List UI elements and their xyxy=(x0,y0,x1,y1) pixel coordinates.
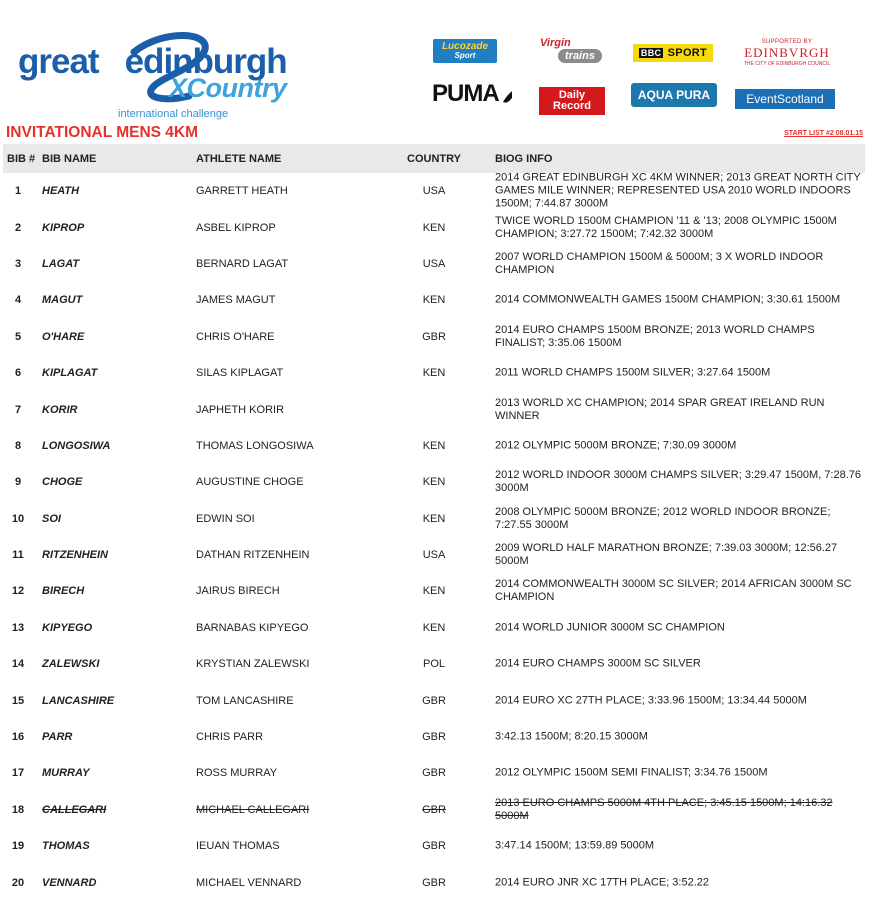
bib-number: 4 xyxy=(14,294,22,307)
bib-number: 19 xyxy=(11,840,25,853)
lucozade-text: Lucozade xyxy=(441,41,489,52)
athlete-name: IEUAN THOMAS xyxy=(196,840,280,853)
biog-info: 2014 COMMONWEALTH 3000M SC SILVER; 2014 AFRICAN 3000M SC CHAMPION xyxy=(495,578,852,604)
bib-number: 17 xyxy=(11,767,25,780)
edinburgh-text: EDINBVRGH xyxy=(744,45,830,60)
puma-cat-icon xyxy=(501,82,512,106)
country: KEN xyxy=(422,476,446,489)
table-row xyxy=(0,646,874,682)
bib-name: LANCASHIRE xyxy=(42,694,115,707)
col-bib-name: BIB NAME xyxy=(42,153,97,165)
table-row xyxy=(0,391,874,427)
athlete-name: MICHAEL VENNARD xyxy=(196,876,302,889)
country: GBR xyxy=(422,803,446,816)
table-row xyxy=(0,209,874,245)
athlete-name: ASBEL KIPROP xyxy=(196,221,276,234)
biog-info: 2014 EURO XC 27TH PLACE; 3:33.96 1500M; 13:34.44 5000M xyxy=(495,694,807,707)
biog-info: 2009 WORLD HALF MARATHON BRONZE; 7:39.03 3000M; 12:56.27 5000M xyxy=(495,542,838,568)
biog-info: 2014 EURO CHAMPS 1500M BRONZE; 2013 WORLD CHAMPS FINALIST; 3:35.06 1500M xyxy=(495,323,815,349)
country: KEN xyxy=(422,512,446,525)
bib-name: LONGOSIWA xyxy=(42,439,111,452)
athlete-name: DATHAN RITZENHEIN xyxy=(196,549,310,562)
country: KEN xyxy=(422,294,446,307)
table-row xyxy=(0,319,874,355)
table-row xyxy=(0,428,874,464)
biog-info: 2012 OLYMPIC 5000M BRONZE; 7:30.09 3000M xyxy=(495,439,737,452)
biog-info: 2012 WORLD INDOOR 3000M CHAMPS SILVER; 3:29.47 1500M, 7:28.76 3000M xyxy=(495,469,862,495)
bib-name: KIPYEGO xyxy=(42,621,93,634)
athlete-name: BERNARD LAGAT xyxy=(196,257,289,270)
athlete-name: CHRIS PARR xyxy=(196,731,264,744)
puma-text: PUMA xyxy=(432,80,499,107)
edinburgh-supported-text: SUPPORTED BY xyxy=(761,39,813,45)
country: USA xyxy=(422,185,446,198)
bib-number: 2 xyxy=(14,221,22,234)
biog-info: 2014 EURO CHAMPS 3000M SC SILVER xyxy=(495,657,701,670)
country: GBR xyxy=(422,694,446,707)
bib-number: 20 xyxy=(11,876,25,889)
athlete-table-body xyxy=(0,173,874,901)
bib-number: 5 xyxy=(14,330,22,343)
lucozade-sport-logo xyxy=(433,39,497,63)
country: KEN xyxy=(422,621,446,634)
table-row xyxy=(0,501,874,537)
daily-record-logo xyxy=(539,87,605,115)
biog-info: 2014 EURO JNR XC 17TH PLACE; 3:52.22 xyxy=(495,876,709,889)
biog-info: 2014 COMMONWEALTH GAMES 1500M CHAMPION; 3:30.61 1500M xyxy=(495,293,841,306)
table-row xyxy=(0,355,874,391)
record-text: Record xyxy=(553,100,591,112)
bbc-box-text: BBC xyxy=(640,48,662,58)
bib-name: MURRAY xyxy=(42,767,90,780)
biog-info: 2007 WORLD CHAMPION 1500M & 5000M; 3 X WORLD INDOOR CHAMPION xyxy=(495,250,824,276)
country: GBR xyxy=(422,876,446,889)
table-row xyxy=(0,610,874,646)
start-list-label: START LIST #2 08.01.15 xyxy=(784,130,863,137)
table-row xyxy=(0,828,874,864)
lucozade-sub-text: Sport xyxy=(454,51,476,60)
country: KEN xyxy=(422,585,446,598)
bib-name: HEATH xyxy=(42,185,80,198)
bib-name: PARR xyxy=(42,731,73,744)
biog-info: 2011 WORLD CHAMPS 1500M SILVER; 3:27.64 1500M xyxy=(495,366,771,379)
bib-name: SOI xyxy=(42,512,61,525)
biog-info: 3:47.14 1500M; 13:59.89 5000M xyxy=(495,839,655,852)
biog-info: 2013 EURO CHAMPS 5000M 4TH PLACE; 3:45.15 1500M; 14:16.32 5000M xyxy=(495,796,833,822)
bib-name: LAGAT xyxy=(42,257,80,270)
bib-name: KIPLAGAT xyxy=(42,367,98,380)
bib-name: CHOGE xyxy=(42,476,83,489)
bib-number: 14 xyxy=(11,658,25,671)
col-athlete-name: ATHLETE NAME xyxy=(196,153,282,165)
athlete-name: EDWIN SOI xyxy=(196,512,255,525)
bib-name: VENNARD xyxy=(42,876,97,889)
bib-number: 7 xyxy=(14,403,22,416)
table-row-withdrawn xyxy=(0,792,874,828)
biog-info: TWICE WORLD 1500M CHAMPION '11 & '13; 2008 OLYMPIC 1500M CHAMPION; 3:27.72 1500M; 7:42.32 3000M xyxy=(495,214,837,240)
bib-number: 11 xyxy=(12,549,24,562)
athlete-name: ROSS MURRAY xyxy=(196,767,278,780)
col-bib-num: BIB # xyxy=(7,153,36,165)
bib-name: ZALEWSKI xyxy=(42,658,100,671)
country: GBR xyxy=(422,330,446,343)
daily-text: Daily xyxy=(558,89,586,101)
trains-text: trains xyxy=(558,49,602,63)
bbc-sport-logo xyxy=(633,44,713,62)
bib-number: 13 xyxy=(11,621,25,634)
table-row xyxy=(0,173,874,209)
bbc-sport-text: SPORT xyxy=(667,47,708,59)
table-row xyxy=(0,573,874,609)
bib-name: O'HARE xyxy=(42,330,85,343)
athlete-name: JAIRUS BIRECH xyxy=(196,585,280,598)
bib-name: KIPROP xyxy=(42,221,85,234)
athlete-name: CHRIS O'HARE xyxy=(196,330,275,343)
bib-number: 1 xyxy=(14,185,22,198)
table-row xyxy=(0,755,874,791)
country: KEN xyxy=(422,439,446,452)
country: USA xyxy=(422,257,446,270)
country: POL xyxy=(422,658,445,671)
athlete-name: BARNABAS KIPYEGO xyxy=(196,621,309,634)
country: KEN xyxy=(422,367,446,380)
biog-info: 2014 GREAT EDINBURGH XC 4KM WINNER; 2013 GREAT NORTH CITY GAMES MILE WINNER; REPRESENTED USA 2010 WORLD INDOORS 1500M; 7:44.87 3000M xyxy=(495,171,861,210)
bib-name: THOMAS xyxy=(42,840,90,853)
bib-number: 3 xyxy=(14,257,22,270)
table-row xyxy=(0,464,874,500)
bib-name: RITZENHEIN xyxy=(42,549,108,562)
biog-info: 3:42.13 1500M; 8:20.15 3000M xyxy=(495,730,648,743)
table-row xyxy=(0,719,874,755)
aqua-pura-logo: AQUA PURA xyxy=(631,83,717,107)
athlete-name: SILAS KIPLAGAT xyxy=(196,367,284,380)
logo-xcountry-text: XCountry xyxy=(169,73,287,103)
bib-number: 12 xyxy=(11,585,25,598)
athlete-name: JAMES MAGUT xyxy=(196,294,276,307)
table-row xyxy=(0,282,874,318)
country: USA xyxy=(422,549,446,562)
athlete-name: THOMAS LONGOSIWA xyxy=(196,439,314,452)
athlete-name: JAPHETH KORIR xyxy=(196,403,285,416)
virgin-text: Virgin xyxy=(540,37,571,49)
logo-great-text: great edinburgh xyxy=(18,42,287,81)
virgin-trains-logo xyxy=(538,36,612,66)
bib-name: BIRECH xyxy=(42,585,85,598)
athlete-name: KRYSTIAN ZALEWSKI xyxy=(196,658,310,671)
table-row xyxy=(0,682,874,718)
bib-number: 18 xyxy=(11,803,25,816)
biog-info: 2014 WORLD JUNIOR 3000M SC CHAMPION xyxy=(495,621,725,634)
eventscotland-logo: EventScotland xyxy=(735,89,835,109)
athlete-name: MICHAEL CALLEGARI xyxy=(196,803,310,816)
biog-info: 2013 WORLD XC CHAMPION; 2014 SPAR GREAT IRELAND RUN WINNER xyxy=(495,396,825,422)
table-row xyxy=(0,537,874,573)
col-country: COUNTRY xyxy=(407,153,461,165)
athlete-name: TOM LANCASHIRE xyxy=(196,694,294,707)
country: GBR xyxy=(422,767,446,780)
bib-number: 16 xyxy=(11,731,25,744)
bib-number: 15 xyxy=(11,694,25,707)
bib-number: 9 xyxy=(14,476,22,489)
col-biog-info: BIOG INFO xyxy=(495,153,553,165)
bib-number: 8 xyxy=(14,439,22,452)
edinburgh-sub-text: THE CITY OF EDINBURGH COUNCIL xyxy=(743,61,831,67)
bib-name: KORIR xyxy=(42,403,78,416)
country: GBR xyxy=(422,840,446,853)
biog-info: 2012 OLYMPIC 1500M SEMI FINALIST; 3:34.76 1500M xyxy=(495,766,768,779)
edinburgh-council-logo xyxy=(735,40,839,66)
great-edinburgh-xcountry-logo xyxy=(14,30,314,125)
country: GBR xyxy=(422,731,446,744)
page-title: INVITATIONAL MENS 4KM xyxy=(6,124,199,141)
puma-logo xyxy=(432,78,512,110)
athlete-name: GARRETT HEATH xyxy=(196,185,288,198)
athlete-name: AUGUSTINE CHOGE xyxy=(196,476,304,489)
table-row xyxy=(0,246,874,282)
country: KEN xyxy=(422,221,446,234)
bib-number: 6 xyxy=(14,367,22,380)
bib-name: MAGUT xyxy=(42,294,83,307)
bib-name: CALLEGARI xyxy=(42,803,107,816)
table-row xyxy=(0,864,874,900)
bib-number: 10 xyxy=(11,512,25,525)
logo-tagline: international challenge xyxy=(118,108,229,120)
biog-info: 2008 OLYMPIC 5000M BRONZE; 2012 WORLD INDOOR BRONZE; 7:27.55 3000M xyxy=(495,505,831,531)
table-header xyxy=(3,144,865,173)
